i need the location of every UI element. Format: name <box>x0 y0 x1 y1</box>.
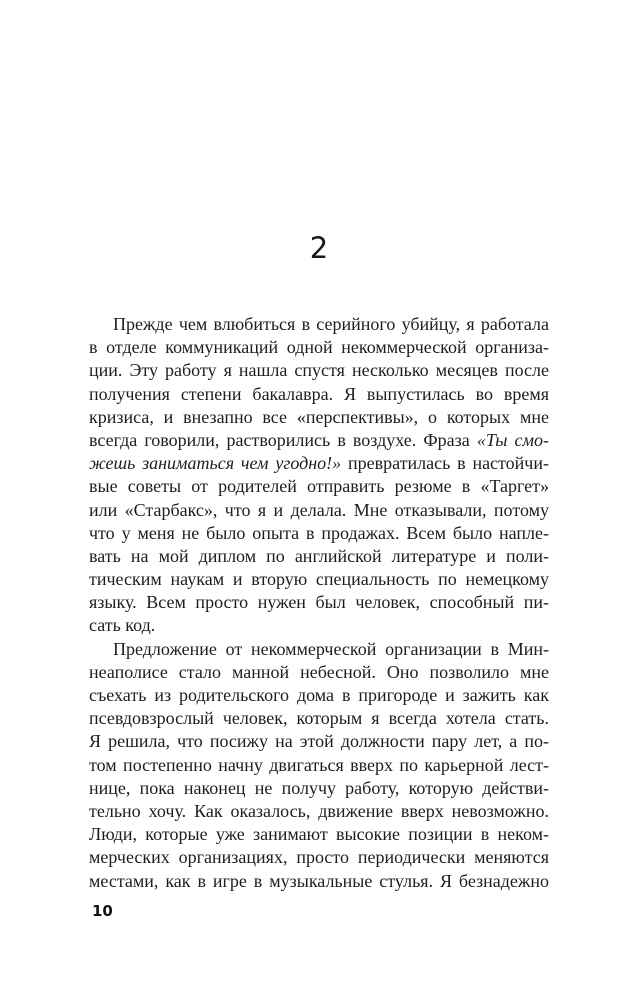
text-segment: псевдовзрослый человек, которым я всегда хотела стать. <box>89 708 549 729</box>
text-line <box>89 870 549 893</box>
paragraph <box>89 313 549 638</box>
paragraph <box>89 638 549 893</box>
text-segment: неаполисе стало манной небесной. Оно позволило мне <box>89 661 549 682</box>
text-segment: Предложение от некоммерческой организации в Мин- <box>113 638 549 659</box>
text-segment: съехать из родительского дома в пригороде и зажить как <box>89 685 549 705</box>
text-segment: сать код. <box>89 615 156 636</box>
text-segment: Прежде чем влюбиться в серийного убийцу, я работала <box>113 314 549 334</box>
text-segment: тельно хочу. Как оказалось, движение вверх невозможно. <box>89 800 549 821</box>
text-segment: тическим наукам и вторую специальность по немецкому <box>89 569 549 590</box>
text-line <box>89 684 549 707</box>
text-segment: нице, пока наконец не получу работу, которую действи- <box>89 777 549 798</box>
text-line <box>89 823 549 846</box>
text-line <box>89 499 549 522</box>
text-segment: вать на мой диплом по английской литературе и поли- <box>89 545 549 566</box>
text-segment: что у меня не было опыта в продажах. Всем было напле- <box>89 522 549 543</box>
text-segment: ции. Эту работу я нашла спустя несколько месяцев после <box>89 360 549 381</box>
chapter-heading: 2 <box>309 231 329 265</box>
text-line <box>89 383 549 406</box>
text-line <box>89 754 549 777</box>
text-segment: получения степени бакалавра. Я выпустилась во время <box>89 383 549 404</box>
text-segment: мерческих организациях, просто периодически меняются <box>89 847 549 868</box>
text-line <box>89 591 549 614</box>
text-line <box>89 777 549 800</box>
text-line <box>89 406 549 429</box>
text-segment: Люди, которые уже занимают высокие позиции в неком- <box>89 824 549 845</box>
text-line <box>89 359 549 382</box>
text-line <box>89 545 549 568</box>
text-line <box>89 452 549 475</box>
text-block <box>89 313 549 893</box>
text-line <box>89 730 549 753</box>
text-line <box>89 568 549 591</box>
text-segment: кризиса, и внезапно все «перспективы», о которых мне <box>89 406 549 427</box>
text-line <box>89 313 549 336</box>
text-segment: языку. Всем просто нужен был человек, способный пи- <box>89 592 549 613</box>
text-segment: том постепенно начну двигаться вверх по карьерной лест- <box>89 754 549 775</box>
italic-text-segment: жешь заниматься чем угодно!» <box>89 453 342 474</box>
text-line <box>89 661 549 684</box>
italic-text-segment: «Ты смо- <box>476 429 549 450</box>
text-segment: или «Старбакс», что я и делала. Мне отказывали, потому <box>89 499 549 520</box>
text-line <box>89 336 549 359</box>
text-segment: местами, как в игре в музыкальные стулья. Я безнадежно <box>89 870 549 891</box>
text-line <box>89 800 549 823</box>
page-number: 10 <box>92 902 113 920</box>
text-segment: Я решила, что посижу на этой должности пару лет, а по- <box>89 731 549 752</box>
text-segment: всегда говорили, растворились в воздухе. Фраза <box>89 429 477 450</box>
text-line <box>89 846 549 869</box>
text-line <box>89 638 549 661</box>
text-line <box>89 429 549 452</box>
text-line <box>89 614 549 637</box>
text-segment: превратилась в настойчи- <box>341 453 549 474</box>
text-segment: в отделе коммуникаций одной некоммерческой организа- <box>89 337 549 358</box>
text-segment: вые советы от родителей отправить резюме в «Таргет» <box>89 476 549 497</box>
text-line <box>89 707 549 730</box>
text-line <box>89 475 549 498</box>
text-line <box>89 522 549 545</box>
